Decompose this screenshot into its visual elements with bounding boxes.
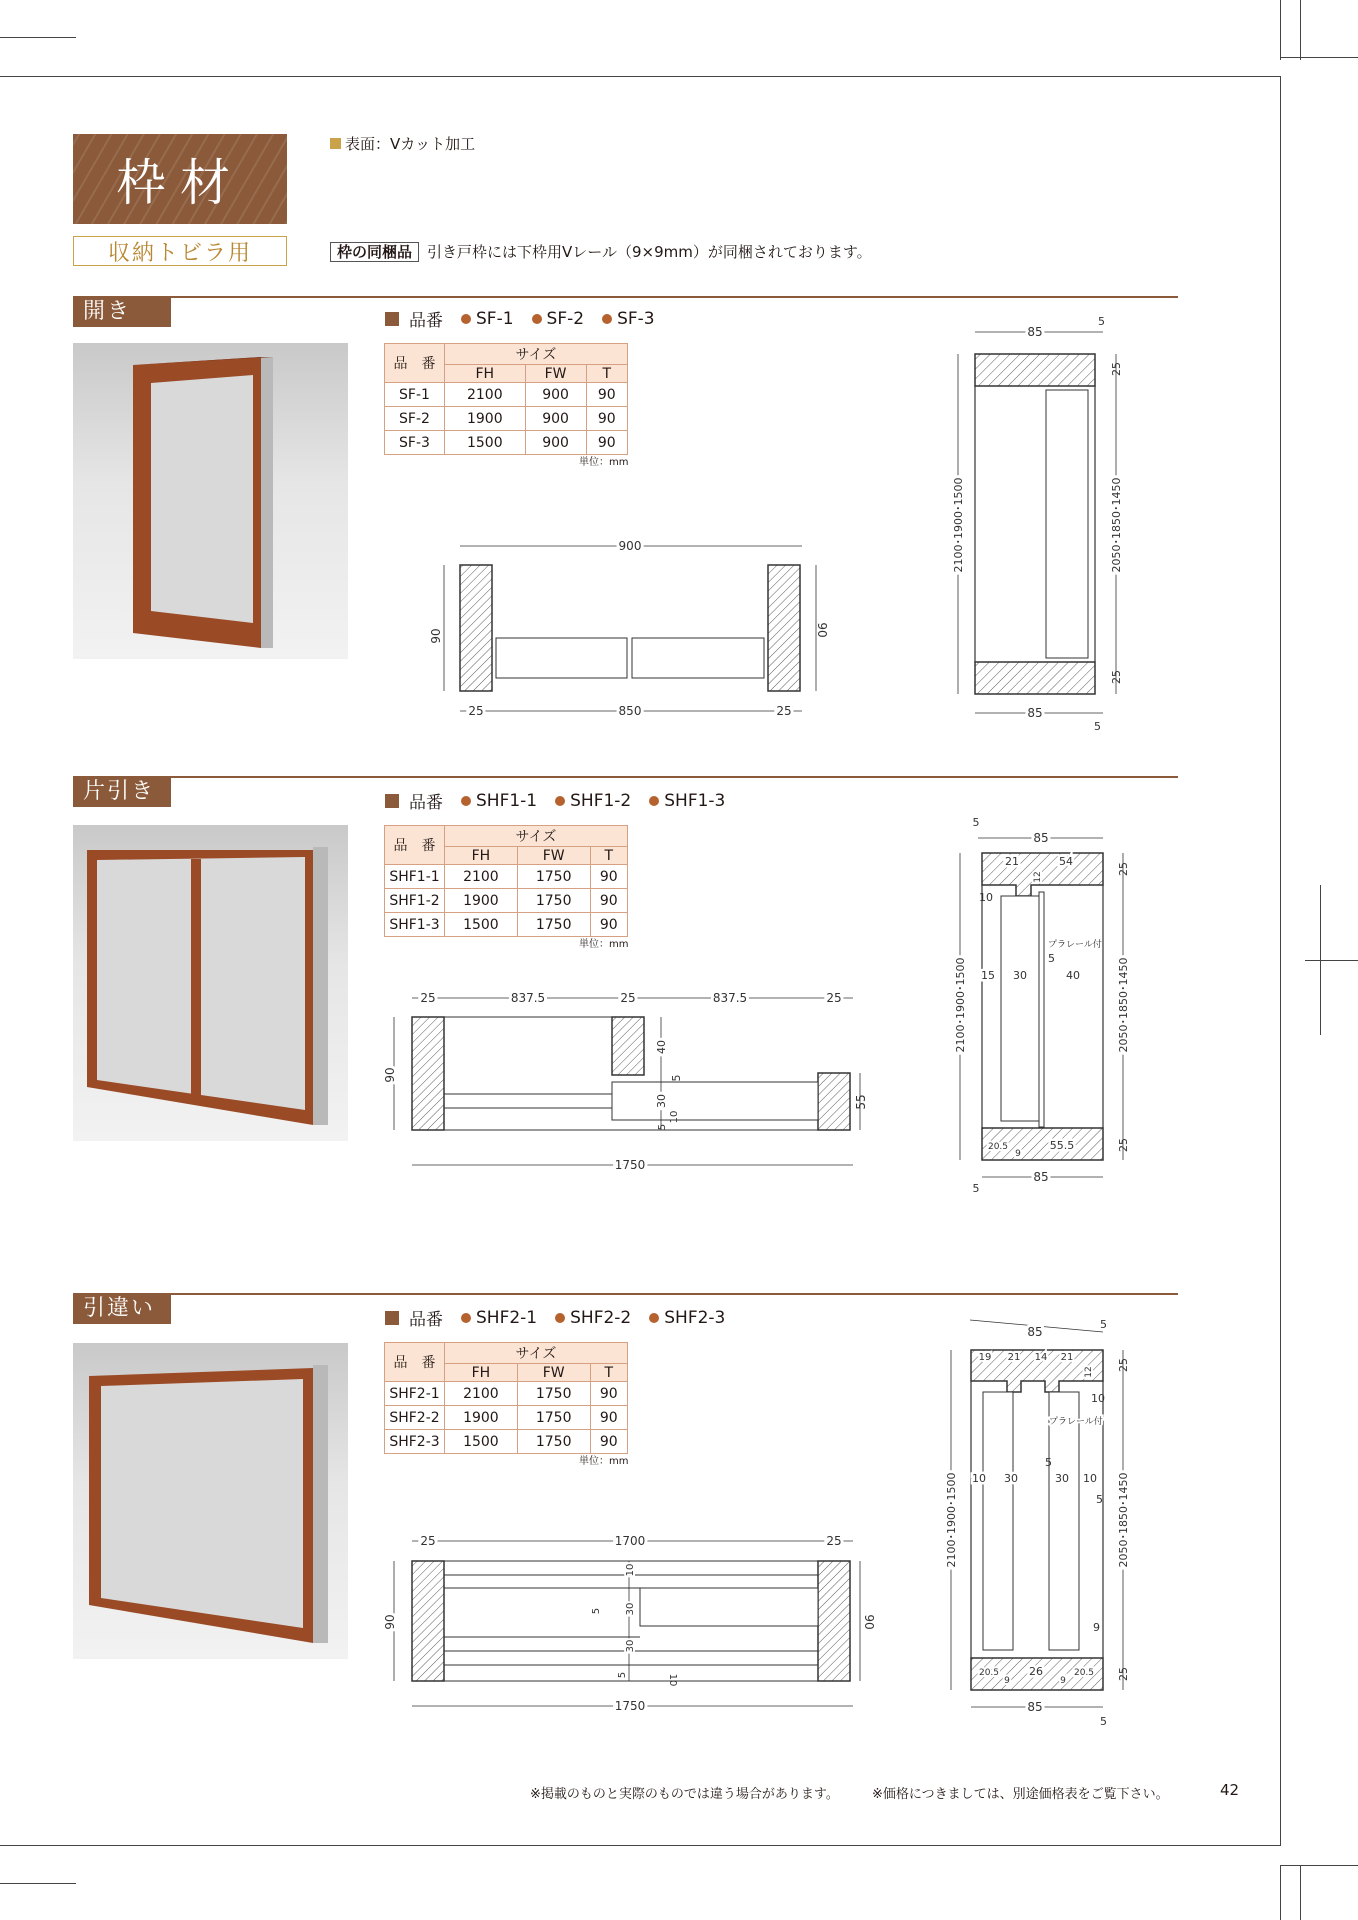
- page-subtitle: 収納トビラ用: [73, 236, 287, 266]
- dim-label: 25: [420, 991, 436, 1005]
- dim-label: 90: [815, 622, 829, 638]
- section-label-hiraki: 開き: [73, 297, 171, 327]
- dim-label: 2100･1900･1500: [954, 957, 967, 1053]
- section-rule: [73, 1293, 1178, 1295]
- table-row: [385, 431, 628, 455]
- table-row: [385, 1406, 628, 1430]
- dim-label: 5: [670, 1074, 683, 1082]
- dim-label: 25: [776, 704, 792, 718]
- dim-label: 5: [591, 1607, 602, 1615]
- crop-mark: [0, 76, 1280, 77]
- cell: SHF2-2: [385, 1406, 445, 1430]
- product-photo-sf: [73, 343, 348, 659]
- cell: SF-1: [385, 383, 445, 407]
- table-row: [385, 889, 628, 913]
- cell: 90: [586, 431, 627, 455]
- dim-label: 5: [1098, 315, 1105, 328]
- cell: 1750: [517, 865, 590, 889]
- dim-label: 12: [1084, 1366, 1094, 1378]
- dim-label: 2050･1850･1450: [1117, 1472, 1130, 1568]
- dim-label: 10: [669, 1110, 680, 1124]
- crop-mark: [1280, 1865, 1281, 1920]
- plan-drawing-sf: [429, 530, 829, 730]
- elevation-drawing-sf: [940, 315, 1140, 735]
- col-fh: FH: [445, 1364, 518, 1382]
- dim-label: 10: [625, 1563, 636, 1577]
- spec-table: [384, 825, 628, 937]
- square-bullet-icon: [385, 794, 399, 808]
- dot-icon: [649, 1313, 659, 1323]
- dim-label: 14: [1034, 1352, 1048, 1363]
- dim-label: 25: [620, 991, 636, 1005]
- unit-note: 単位：mm: [579, 457, 629, 468]
- dot-icon: [555, 1313, 565, 1323]
- dim-label: 85: [1027, 706, 1043, 720]
- dim-label: 55.5: [1049, 1139, 1075, 1152]
- dim-label: 5: [972, 816, 980, 829]
- dim-label: 1700: [614, 1534, 646, 1548]
- cell: 90: [590, 1430, 627, 1454]
- table-row: [385, 1382, 628, 1406]
- dim-label: 26: [1029, 1665, 1043, 1678]
- cell: 900: [525, 431, 586, 455]
- dim-label: 5: [657, 1123, 668, 1131]
- dim-label: 25: [1117, 1667, 1130, 1681]
- dim-label: 5: [1094, 720, 1101, 733]
- table-row: [385, 865, 628, 889]
- dim-label: プラレール付: [1049, 1417, 1103, 1427]
- cell: 1500: [445, 1430, 518, 1454]
- crop-mark: [1300, 0, 1301, 60]
- dim-label: 30: [1013, 969, 1027, 982]
- product-code: SHF1-3: [664, 790, 726, 811]
- col-size: サイズ: [445, 344, 628, 365]
- footer-note-2: ※価格につきましては、別途価格表をご覧下さい。: [872, 1787, 1169, 1802]
- dim-label: 5: [1048, 952, 1055, 965]
- unit-note: 単位：mm: [579, 939, 629, 950]
- dim-label: 30: [1004, 1472, 1018, 1485]
- col-fh: FH: [445, 847, 518, 865]
- dim-label: 25: [1117, 862, 1130, 876]
- dot-icon: [532, 314, 542, 324]
- spec-table: [384, 1342, 628, 1454]
- dim-label: 90: [862, 1614, 876, 1630]
- dim-label: 25: [826, 991, 842, 1005]
- hinban-row: [385, 1305, 725, 1330]
- square-bullet-icon: [330, 138, 341, 149]
- cell: 1900: [445, 1406, 518, 1430]
- spec-table: [384, 343, 628, 455]
- col-hinban: 品 番: [385, 826, 445, 865]
- footer-note-1: ※掲載のものと実際のものでは違う場合があります。: [530, 1787, 839, 1802]
- cell: 1750: [517, 889, 590, 913]
- bundle-label: 枠の同梱品: [330, 242, 419, 262]
- hinban-row: [385, 788, 725, 813]
- dot-icon: [461, 796, 471, 806]
- dim-label: 9: [1093, 1621, 1100, 1634]
- dot-icon: [602, 314, 612, 324]
- crop-mark: [1300, 1865, 1301, 1920]
- dim-label: 900: [618, 539, 642, 553]
- dim-label: 90: [429, 628, 443, 644]
- hinban-label: 品番: [409, 1310, 443, 1330]
- dim-label: 10: [1083, 1472, 1097, 1485]
- cell: 2100: [445, 1382, 518, 1406]
- plan-drawing-shf1: [383, 985, 868, 1180]
- dim-label: 9: [1060, 1676, 1066, 1686]
- cell: 1750: [517, 1406, 590, 1430]
- hinban-label: 品番: [409, 311, 443, 331]
- dim-label: 15: [981, 969, 995, 982]
- dim-label: 30: [625, 1602, 636, 1616]
- dim-label: 1750: [614, 1699, 646, 1713]
- product-code: SF-3: [617, 308, 655, 329]
- dim-label: 9: [1004, 1676, 1010, 1686]
- dim-label: 25: [468, 704, 484, 718]
- dim-label: 2100･1900･1500: [945, 1472, 958, 1568]
- cell: 2100: [445, 865, 518, 889]
- unit-note: 単位：mm: [579, 1456, 629, 1467]
- dim-label: 2050･1850･1450: [1117, 957, 1130, 1053]
- dim-label: 25: [826, 1534, 842, 1548]
- crop-mark: [1305, 960, 1358, 961]
- col-hinban: 品 番: [385, 1343, 445, 1382]
- col-fw: FW: [517, 847, 590, 865]
- surface-note-text: 表面：Vカット加工: [345, 135, 476, 153]
- dim-label: 10: [667, 1673, 678, 1687]
- dim-label: 85: [1027, 325, 1043, 339]
- product-photo-shf2: [73, 1343, 348, 1659]
- dim-label: 10: [972, 1472, 986, 1485]
- dim-label: 2050･1850･1450: [1110, 477, 1123, 573]
- dim-label: 2100･1900･1500: [952, 477, 965, 573]
- dim-label: 5: [1096, 1493, 1103, 1506]
- dim-label: 30: [655, 1094, 668, 1108]
- dim-label: 20.5: [978, 1668, 1000, 1678]
- section-rule: [73, 296, 1178, 298]
- dot-icon: [649, 796, 659, 806]
- cell: 900: [525, 407, 586, 431]
- product-photo-shf1: [73, 825, 348, 1141]
- crop-mark: [0, 1883, 76, 1884]
- dim-label: 5: [1045, 1456, 1052, 1469]
- dim-label: 12: [1033, 871, 1043, 883]
- dim-label: 20.5: [987, 1142, 1009, 1152]
- dim-label: 837.5: [712, 991, 748, 1005]
- col-t: T: [586, 365, 627, 383]
- dim-label: プラレール付: [1048, 940, 1102, 950]
- square-bullet-icon: [385, 1311, 399, 1325]
- dim-label: 85: [1027, 1700, 1043, 1714]
- dim-label: 30: [625, 1639, 636, 1653]
- product-code: SHF1-2: [570, 790, 632, 811]
- page-number: 42: [1220, 1781, 1240, 1799]
- dim-label: 5: [1100, 1715, 1107, 1728]
- dim-label: 10: [979, 891, 993, 904]
- surface-note: [330, 133, 475, 154]
- cell: 1500: [445, 431, 526, 455]
- crop-mark: [1280, 76, 1281, 1846]
- dim-label: 19: [978, 1352, 992, 1363]
- dim-label: 20.5: [1073, 1668, 1095, 1678]
- page-title: 枠材: [73, 134, 287, 224]
- product-code: SF-2: [546, 308, 585, 329]
- dim-label: 25: [1110, 362, 1123, 376]
- dim-label: 5: [972, 1182, 980, 1195]
- bundle-note: [330, 241, 872, 262]
- dim-label: 837.5: [510, 991, 546, 1005]
- dim-label: 25: [1117, 1358, 1130, 1372]
- dim-label: 21: [1005, 855, 1019, 868]
- table-row: [385, 407, 628, 431]
- dim-label: 5: [1100, 1318, 1107, 1331]
- dim-label: 90: [383, 1067, 397, 1083]
- crop-mark: [1280, 57, 1358, 58]
- dot-icon: [461, 1313, 471, 1323]
- cell: SHF1-2: [385, 889, 445, 913]
- hinban-row: [385, 306, 655, 331]
- dot-icon: [461, 314, 471, 324]
- crop-mark: [1280, 0, 1281, 60]
- product-code: SHF1-1: [476, 790, 538, 811]
- cell: SHF2-1: [385, 1382, 445, 1406]
- col-fh: FH: [445, 365, 526, 383]
- cell: SF-3: [385, 431, 445, 455]
- dim-label: 21: [1007, 1352, 1021, 1363]
- cell: 1750: [517, 913, 590, 937]
- cell: 900: [525, 383, 586, 407]
- dim-label: 1750: [614, 1158, 646, 1172]
- cell: 90: [590, 865, 627, 889]
- dot-icon: [555, 796, 565, 806]
- crop-mark: [0, 37, 76, 38]
- dim-label: 40: [1066, 969, 1080, 982]
- product-code: SF-1: [476, 308, 514, 329]
- section-label-hikichigai: 引違い: [73, 1294, 171, 1324]
- cell: 90: [590, 1382, 627, 1406]
- col-fw: FW: [517, 1364, 590, 1382]
- col-size: サイズ: [445, 1343, 628, 1364]
- cell: 90: [590, 1406, 627, 1430]
- cell: 1900: [445, 407, 526, 431]
- dim-label: 10: [1091, 1392, 1105, 1405]
- crop-mark: [0, 1845, 1280, 1846]
- plan-drawing-shf2: [383, 1525, 876, 1720]
- dim-label: 85: [1033, 1170, 1049, 1184]
- dim-label: 55: [854, 1094, 868, 1110]
- elevation-drawing-shf2: [935, 1320, 1145, 1730]
- dim-label: 85: [1033, 831, 1049, 845]
- product-code: SHF2-1: [476, 1307, 538, 1328]
- dim-label: 9: [1015, 1149, 1021, 1159]
- cell: 90: [586, 407, 627, 431]
- hinban-label: 品番: [409, 793, 443, 813]
- crop-mark: [1280, 1865, 1358, 1866]
- col-hinban: 品 番: [385, 344, 445, 383]
- dim-label: 25: [1117, 1138, 1130, 1152]
- cell: 90: [586, 383, 627, 407]
- table-row: [385, 1430, 628, 1454]
- cell: 1900: [445, 889, 518, 913]
- table-row: [385, 383, 628, 407]
- dim-label: 25: [420, 1534, 436, 1548]
- col-t: T: [590, 847, 627, 865]
- cell: SHF1-1: [385, 865, 445, 889]
- dim-label: 30: [1055, 1472, 1069, 1485]
- dim-label: 5: [617, 1671, 628, 1679]
- bundle-text: 引き戸枠には下枠用Vレール（9×9mm）が同梱されております。: [427, 243, 872, 261]
- product-code: SHF2-3: [664, 1307, 726, 1328]
- col-t: T: [590, 1364, 627, 1382]
- col-fw: FW: [525, 365, 586, 383]
- cell: 1750: [517, 1382, 590, 1406]
- section-label-katabiki: 片引き: [73, 777, 171, 807]
- col-size: サイズ: [445, 826, 628, 847]
- product-code: SHF2-2: [570, 1307, 632, 1328]
- dim-label: 54: [1059, 855, 1073, 868]
- table-row: [385, 913, 628, 937]
- cell: 90: [590, 889, 627, 913]
- cell: SF-2: [385, 407, 445, 431]
- elevation-drawing-shf1: [940, 815, 1140, 1200]
- section-rule: [73, 776, 1178, 778]
- dim-label: 40: [655, 1040, 668, 1054]
- cell: 2100: [445, 383, 526, 407]
- dim-label: 85: [1027, 1325, 1043, 1339]
- dim-label: 25: [1110, 670, 1123, 684]
- dim-label: 90: [383, 1614, 397, 1630]
- cell: SHF2-3: [385, 1430, 445, 1454]
- cell: SHF1-3: [385, 913, 445, 937]
- cell: 90: [590, 913, 627, 937]
- dim-label: 850: [618, 704, 642, 718]
- cell: 1750: [517, 1430, 590, 1454]
- dim-label: 21: [1060, 1352, 1074, 1363]
- square-bullet-icon: [385, 312, 399, 326]
- cell: 1500: [445, 913, 518, 937]
